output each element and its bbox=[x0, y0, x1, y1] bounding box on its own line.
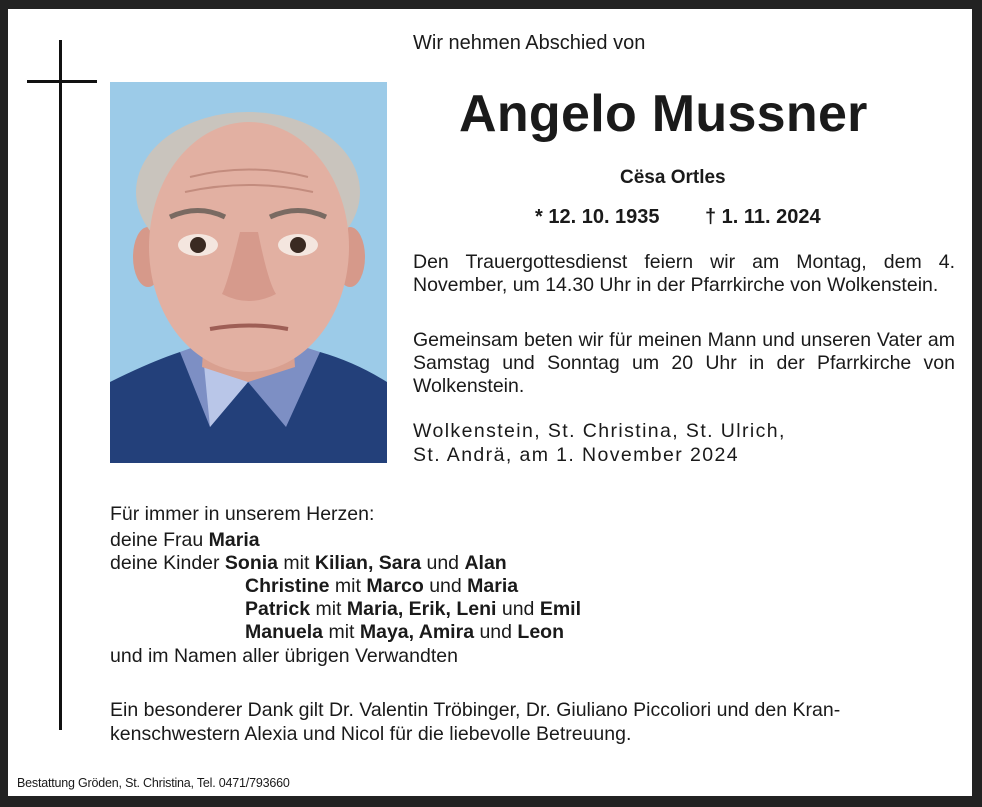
text: deine Kinder bbox=[110, 552, 225, 574]
service-paragraph: Den Trauergottesdienst feiern wir am Montag, dem 4. November, um 14.30 Uhr in der Pfarrkirche von Wolkenstein. bbox=[413, 251, 955, 296]
prayer-paragraph: Gemeinsam beten wir für meinen Mann und unseren Vater am Samstag und Sonntag um 20 Uhr in der Pfarrkirche von Wolkenstein. bbox=[413, 329, 955, 397]
child-name: Christine bbox=[245, 575, 330, 597]
wife-name: Maria bbox=[208, 529, 260, 551]
place-line-1: Wolkenstein, St. Christina, St. Ulrich, bbox=[413, 420, 786, 442]
relative-names: Maria, Erik, Leni bbox=[346, 598, 497, 620]
funeral-home-footer: Bestattung Gröden, St. Christina, Tel. 0471/793660 bbox=[17, 776, 290, 790]
death-date: † 1. 11. 2024 bbox=[705, 206, 821, 228]
heart-line: Für immer in unserem Herzen: bbox=[110, 503, 375, 525]
relative-names: Kilian, Sara bbox=[314, 552, 422, 574]
relative-name: Emil bbox=[539, 598, 582, 620]
thanks-line-1: Ein besonderer Dank gilt Dr. Valentin Tröbinger, Dr. Giuliano Piccoliori und den Kran- bbox=[110, 699, 841, 721]
thanks-line-2: kenschwestern Alexia und Nicol für die liebevolle Betreuung. bbox=[110, 723, 632, 745]
birth-date: * 12. 10. 1935 bbox=[535, 206, 660, 228]
text: und bbox=[423, 575, 468, 597]
text: deine Frau bbox=[110, 529, 209, 551]
relative-name: Alan bbox=[464, 552, 507, 574]
relative-names: Marco bbox=[366, 575, 424, 597]
family-relatives: und im Namen aller übrigen Verwandten bbox=[110, 645, 458, 667]
child-name: Patrick bbox=[245, 598, 311, 620]
child-name: Sonia bbox=[224, 552, 279, 574]
text: mit bbox=[310, 598, 347, 620]
portrait-photo bbox=[110, 82, 387, 463]
family-child-3 bbox=[245, 598, 581, 622]
text: und bbox=[474, 621, 518, 643]
thanks-paragraph bbox=[110, 698, 955, 746]
intro-line: Wir nehmen Abschied von bbox=[413, 32, 646, 54]
relative-names: Maya, Amira bbox=[359, 621, 475, 643]
relative-name: Leon bbox=[517, 621, 565, 643]
text: mit bbox=[278, 552, 315, 574]
place-line-2: St. Andrä, am 1. November 2024 bbox=[413, 444, 739, 466]
place-date bbox=[413, 419, 786, 467]
relative-name: Maria bbox=[467, 575, 519, 597]
text: mit bbox=[323, 621, 360, 643]
family-child-1 bbox=[110, 552, 507, 576]
child-name: Manuela bbox=[245, 621, 324, 643]
deceased-name: Angelo Mussner bbox=[459, 85, 868, 143]
text: und bbox=[421, 552, 465, 574]
text: und bbox=[496, 598, 540, 620]
cross-icon-bar bbox=[27, 80, 97, 83]
family-child-4 bbox=[245, 621, 564, 645]
family-wife bbox=[110, 529, 260, 553]
house-name: Cësa Ortles bbox=[620, 167, 726, 188]
cross-icon bbox=[59, 40, 62, 730]
family-child-2 bbox=[245, 575, 518, 599]
text: mit bbox=[329, 575, 367, 597]
